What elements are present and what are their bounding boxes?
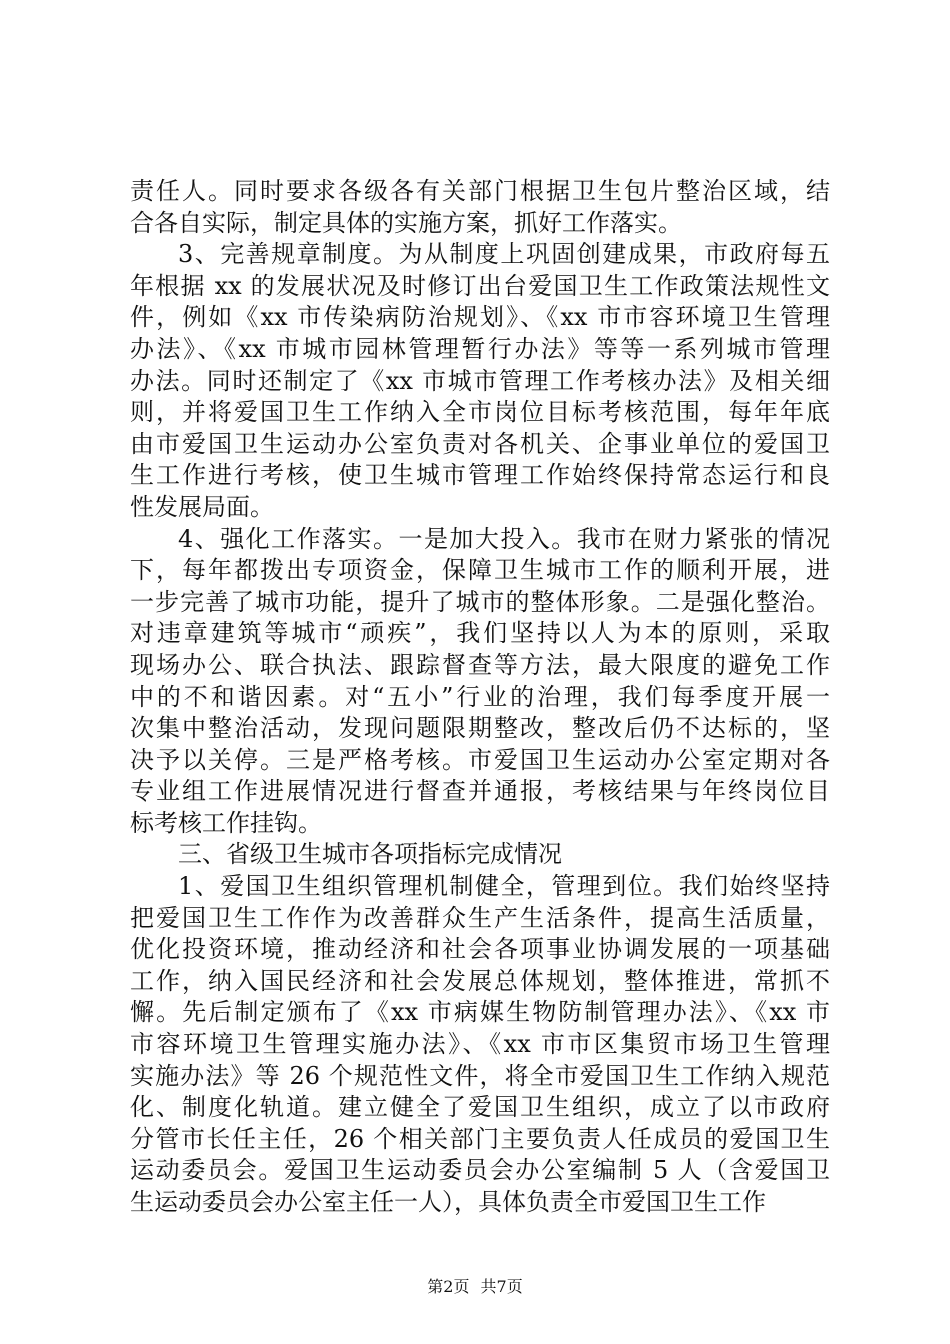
text-line: 对违章建筑等城市“顽疾”，我们坚持以人为本的原则，采取 — [130, 619, 830, 648]
text-line: 工作，纳入国民经济和社会发展总体规划，整体推进，常抓不 — [130, 966, 830, 995]
text-line: 把爱国卫生工作作为改善群众生产生活条件，提高生活质量， — [130, 903, 830, 932]
text-line: 现场办公、联合执法、跟踪督查等方法，最大限度的避免工作 — [130, 650, 830, 679]
text-line: 次集中整治活动，发现问题限期整改，整改后仍不达标的，坚 — [130, 714, 830, 743]
text-line: 性发展局面。 — [130, 492, 274, 521]
text-line: 1、爱国卫生组织管理机制健全，管理到位。我们始终坚持 — [178, 872, 830, 901]
text-line: 年根据 xx 的发展状况及时修订出台爱国卫生工作政策法规性文 — [130, 271, 830, 300]
text-line: 3、完善规章制度。为从制度上巩固创建成果，市政府每五 — [178, 240, 830, 269]
paragraph — [130, 871, 830, 1219]
text-line: 专业组工作进展情况进行督查并通报，考核结果与年终岗位目 — [130, 777, 830, 806]
text-line: 中的不和谐因素。对“五小”行业的治理，我们每季度开展一 — [130, 682, 830, 711]
text-line: 运动委员会。爱国卫生运动委员会办公室编制 5 人（含爱国卫 — [130, 1156, 830, 1185]
text-line: 责任人。同时要求各级各有关部门根据卫生包片整治区域，结 — [130, 177, 830, 205]
text-line: 标考核工作挂钩。 — [130, 808, 322, 837]
text-line: 办法》、《xx 市城市园林管理暂行办法》等等一系列城市管理 — [130, 334, 830, 363]
text-line: 生运动委员会办公室主任一人），具体负责全市爱国卫生工作 — [130, 1188, 766, 1216]
page-total: 共7页 — [480, 1277, 523, 1296]
text-line: 一步完善了城市功能，提升了城市的整体形象。二是强化整治。 — [130, 587, 830, 616]
text-line: 则，并将爱国卫生工作纳入全市岗位目标考核范围，每年年底 — [130, 398, 830, 427]
page-number: 第2页 — [427, 1277, 470, 1296]
text-line: 4、强化工作落实。一是加大投入。我市在财力紧张的情况 — [178, 524, 830, 553]
text-line: 三、省级卫生城市各项指标完成情况 — [178, 840, 562, 869]
paragraph — [130, 239, 830, 523]
text-line: 生工作进行考核，使卫生城市管理工作始终保持常态运行和良 — [130, 461, 830, 490]
text-line: 分管市长任主任，26 个相关部门主要负责人任成员的爱国卫生 — [130, 1124, 830, 1153]
text-line: 由市爱国卫生运动办公室负责对各机关、企事业单位的爱国卫 — [130, 429, 830, 458]
text-line: 件，例如《xx 市传染病防治规划》、《xx 市市容环境卫生管理 — [130, 303, 830, 332]
page-footer — [0, 1274, 950, 1297]
document-body — [130, 176, 830, 1219]
paragraph — [130, 524, 830, 840]
text-line: 市容环境卫生管理实施办法》、《xx 市市区集贸市场卫生管理 — [130, 1030, 830, 1059]
text-line: 合各自实际，制定具体的实施方案，抓好工作落实。 — [130, 208, 682, 237]
text-line: 懈。先后制定颁布了《xx 市病媒生物防制管理办法》、《xx 市 — [130, 998, 830, 1027]
paragraph — [130, 176, 830, 239]
text-line: 下，每年都拨出专项资金，保障卫生城市工作的顺利开展，进 — [130, 556, 830, 585]
text-line: 决予以关停。三是严格考核。市爱国卫生运动办公室定期对各 — [130, 745, 830, 774]
text-line: 实施办法》等 26 个规范性文件，将全市爱国卫生工作纳入规范 — [130, 1061, 830, 1090]
text-line: 优化投资环境，推动经济和社会各项事业协调发展的一项基础 — [130, 935, 830, 964]
text-line: 办法。同时还制定了《xx 市城市管理工作考核办法》及相关细 — [130, 366, 830, 395]
text-line: 化、制度化轨道。建立健全了爱国卫生组织，成立了以市政府 — [130, 1093, 830, 1122]
paragraph — [130, 839, 830, 871]
